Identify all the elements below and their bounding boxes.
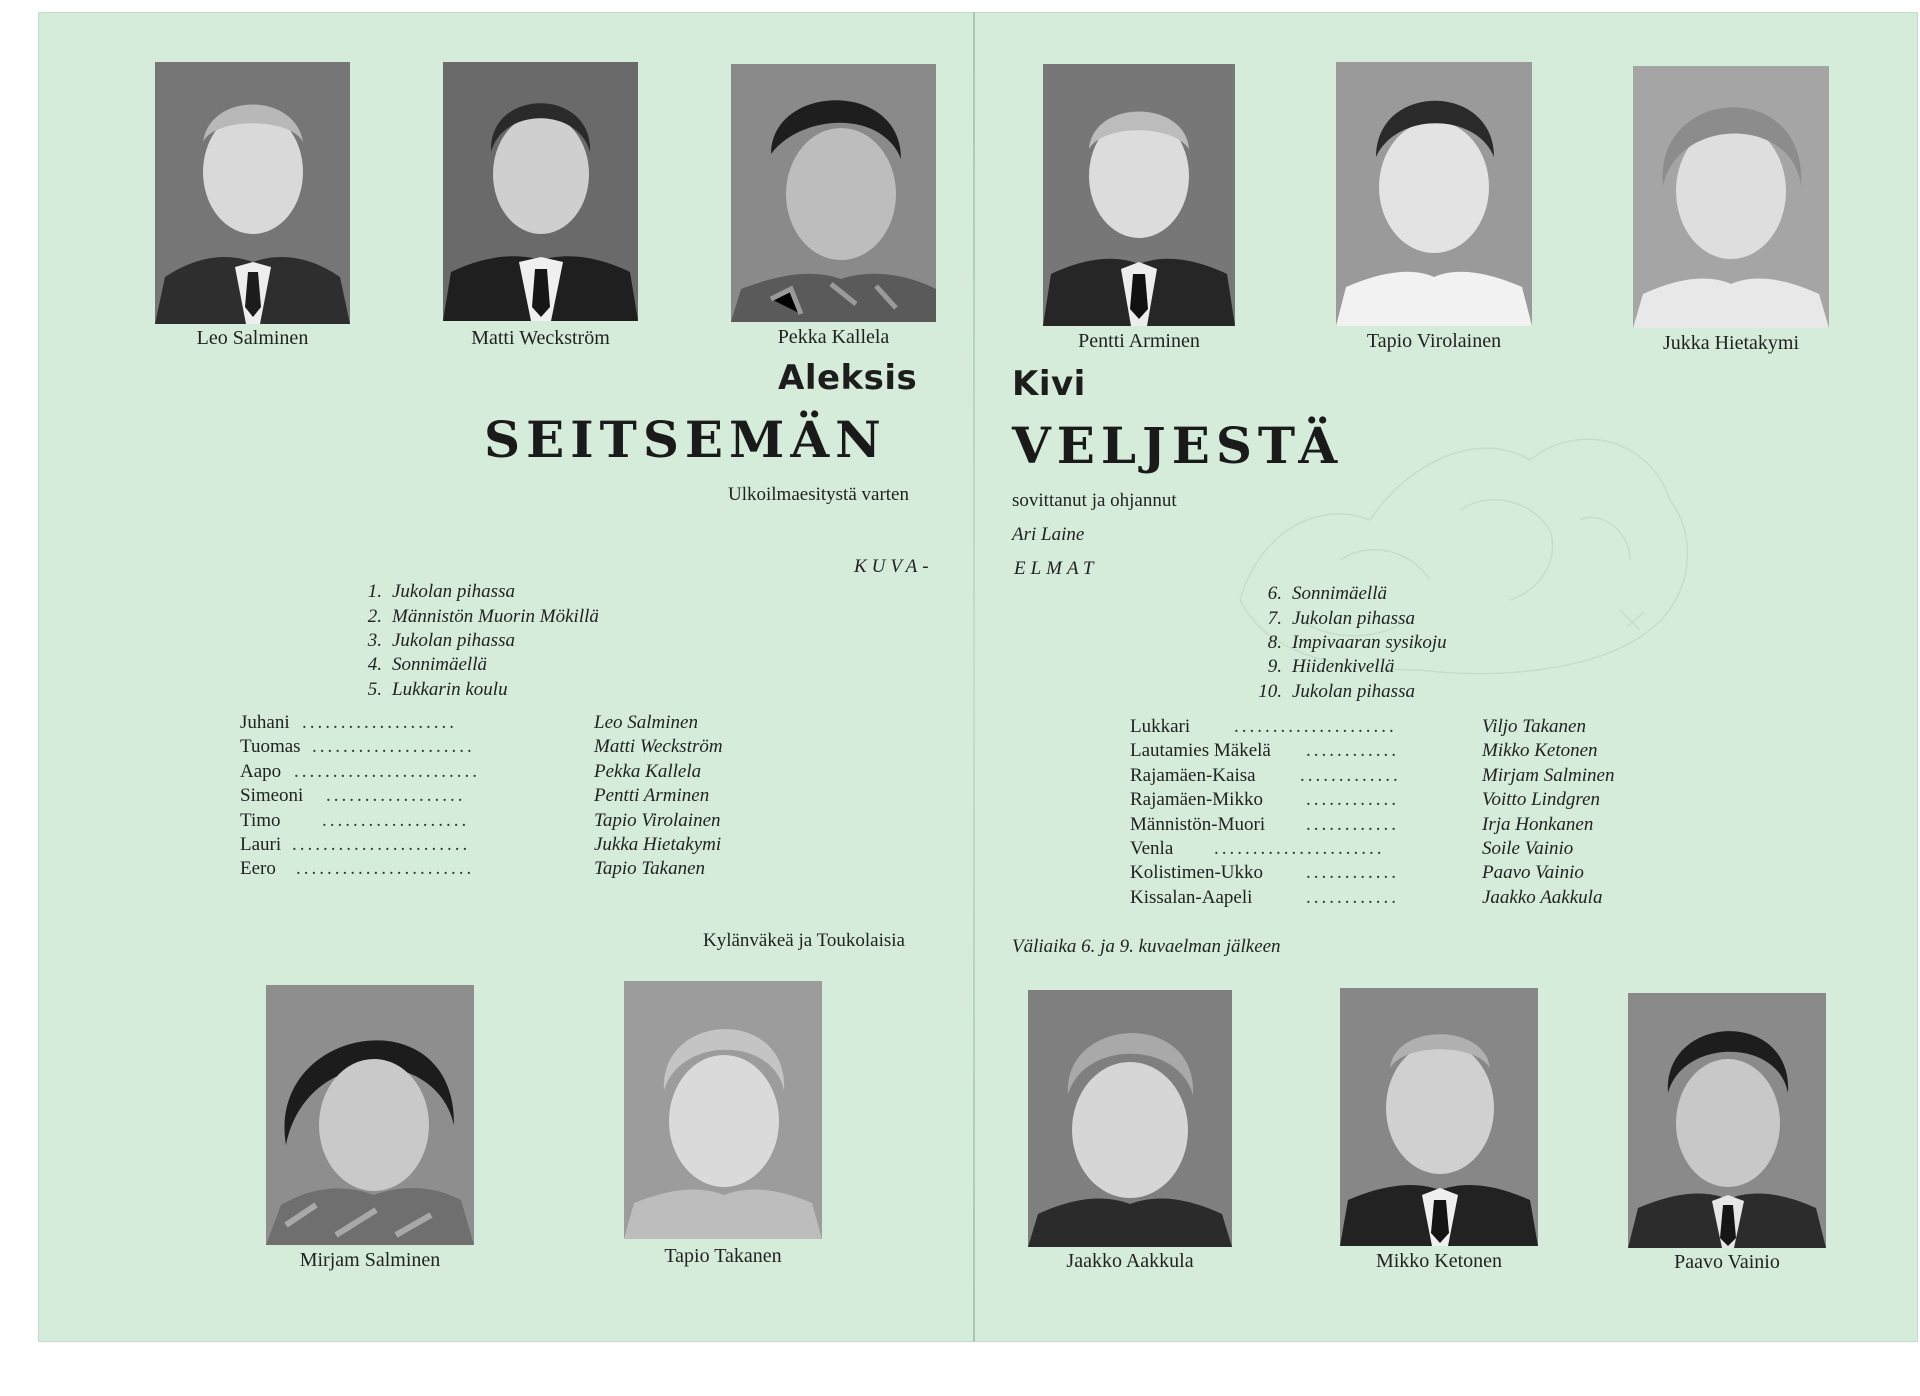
person-photo	[1043, 64, 1235, 326]
cast-list-right	[1130, 716, 1690, 911]
cast-row: Rajamäen-Kaisa ............. Mirjam Salminen	[1130, 764, 1615, 786]
person-photo	[1336, 62, 1532, 326]
cast-row: Lauri ....................... Jukka Hietakymi	[240, 833, 722, 855]
scene-list-left	[340, 580, 599, 702]
cast-row: Kissalan-Aapeli ............ Jaakko Aakkula	[1130, 886, 1603, 908]
portrait-caption: Leo Salminen	[196, 327, 309, 349]
scenes-heading-right: ELMAT	[1014, 558, 1099, 579]
cast-row: Tuomas ..................... Matti Weckström	[240, 736, 723, 758]
portrait-caption: Mirjam Salminen	[299, 1249, 441, 1271]
author-last-name: Kivi	[1012, 364, 1086, 404]
portrait-caption: Mikko Ketonen	[1375, 1250, 1503, 1272]
cast-row: Männistön-Muori ............ Irja Honkanen	[1130, 813, 1594, 835]
person-photo	[266, 985, 474, 1245]
cast-row: Rajamäen-Mikko ............ Voitto Lindgren	[1130, 789, 1601, 811]
center-fold	[973, 12, 975, 1342]
person-photo	[624, 981, 822, 1239]
scene-item: 8. Impivaaran sysikoju	[1267, 631, 1447, 653]
cast-row: Juhani .................... Leo Salminen	[240, 712, 698, 733]
portrait-caption: Pentti Arminen	[1078, 330, 1200, 352]
scenes-heading-left: KUVA-	[854, 556, 934, 577]
scene-item: 5. Lukkarin koulu	[367, 678, 508, 700]
portrait-caption: Jaakko Aakkula	[1066, 1250, 1194, 1272]
cast-row: Venla ...................... Soile Vainio	[1130, 837, 1574, 859]
person-photo	[1340, 988, 1538, 1246]
portrait-caption: Jukka Hietakymi	[1662, 332, 1800, 354]
person-photo	[443, 62, 638, 321]
scene-list-right	[1240, 582, 1447, 704]
scene-item: 2. Männistön Muorin Mökillä	[367, 605, 599, 627]
portrait-caption: Paavo Vainio	[1674, 1251, 1780, 1273]
cast-row: Timo ................... Tapio Virolainen	[240, 809, 721, 831]
scene-item: 9. Hiidenkivellä	[1267, 656, 1395, 678]
person-photo	[1628, 993, 1826, 1248]
scene-item: 7. Jukolan pihassa	[1267, 607, 1415, 629]
scene-item: 3. Jukolan pihassa	[367, 629, 515, 651]
director-name: Ari Laine	[1012, 524, 1085, 545]
author-first-name: Aleksis	[778, 358, 918, 398]
play-title-part2: VELJESTÄ	[1012, 416, 1344, 475]
cast-row: Lautamies Mäkelä ............ Mikko Ketonen	[1130, 740, 1598, 762]
portrait-caption: Tapio Takanen	[664, 1245, 782, 1267]
intermission-note: Väliaika 6. ja 9. kuvaelman jälkeen	[1012, 936, 1281, 957]
cast-row: Kolistimen-Ukko ............ Paavo Vainio	[1130, 862, 1584, 884]
person-photo	[731, 64, 936, 322]
cast-row: Eero ....................... Tapio Takanen	[240, 858, 706, 880]
cast-row: Aapo ........................ Pekka Kallela	[240, 760, 702, 782]
portrait-caption: Pekka Kallela	[777, 326, 890, 348]
cast-row: Lukkari ..................... Viljo Takanen	[1130, 716, 1586, 737]
scene-item: 1. Jukolan pihassa	[367, 581, 515, 603]
cast-footer-villagers: Kylänväkeä ja Toukolaisia	[703, 930, 905, 951]
scene-item: 10. Jukolan pihassa	[1258, 680, 1415, 702]
person-photo	[1633, 66, 1829, 328]
subtitle-right: sovittanut ja ohjannut	[1012, 490, 1177, 511]
scene-item: 6. Sonnimäellä	[1267, 583, 1387, 605]
person-photo	[155, 62, 350, 324]
cast-list-left	[240, 712, 800, 883]
subtitle-left: Ulkoilmaesitystä varten	[728, 484, 909, 505]
cast-row: Simeoni .................. Pentti Arminen	[240, 785, 710, 807]
portrait-caption: Tapio Virolainen	[1366, 330, 1502, 352]
portrait-caption: Matti Weckström	[471, 327, 610, 349]
person-photo	[1028, 990, 1232, 1247]
play-title-part1: SEITSEMÄN	[484, 410, 887, 469]
scene-item: 4. Sonnimäellä	[367, 654, 487, 676]
